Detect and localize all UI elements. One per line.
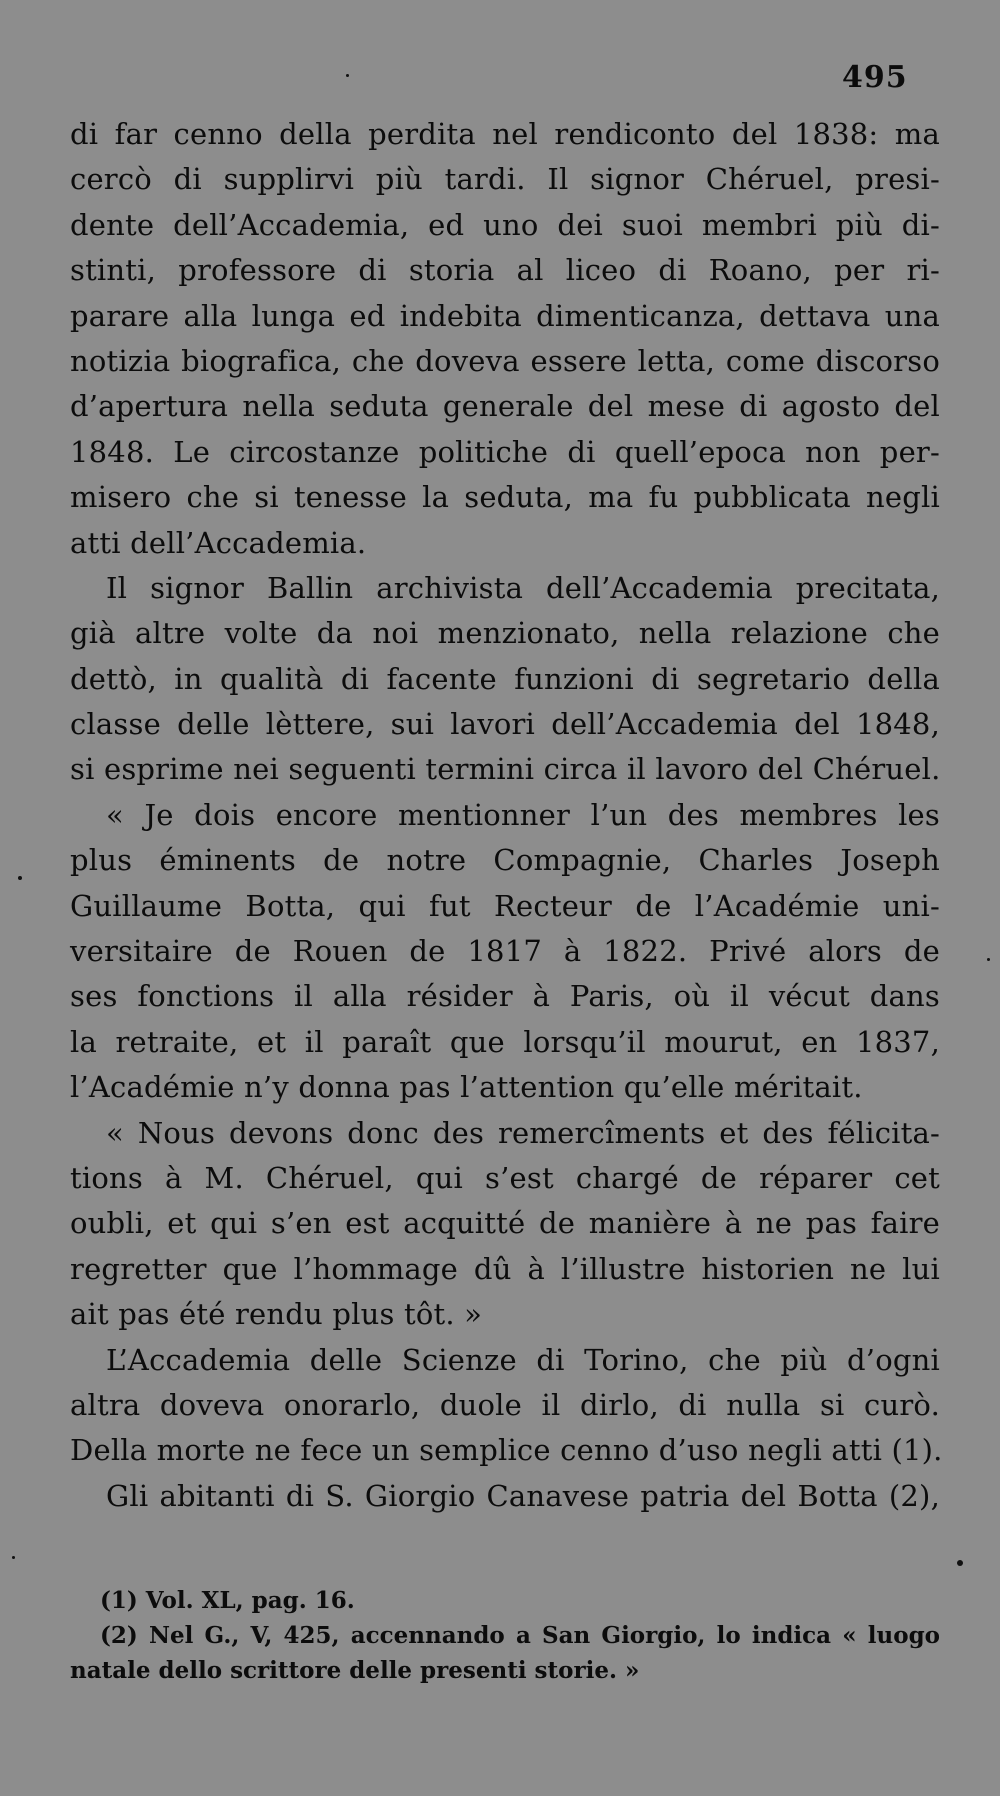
body-line: altra doveva onorarlo, duole il dirlo, di nulla si curò. [70, 1387, 940, 1422]
body-line: 1848. Le circostanze politiche di quell’epoca non per- [70, 434, 940, 469]
scan-speck [987, 958, 990, 961]
scan-speck [12, 1556, 15, 1559]
footnote-line: natale dello scrittore delle presenti storie. » [70, 1657, 640, 1684]
body-line: regretter que l’hommage dû à l’illustre historien ne lui [70, 1251, 940, 1286]
body-line: Guillaume Botta, qui fut Recteur de l’Académie uni- [70, 888, 940, 923]
body-line: Gli abitanti di S. Giorgio Canavese patria del Botta (2), [106, 1478, 940, 1513]
body-line: versitaire de Rouen de 1817 à 1822. Privé alors de [70, 934, 940, 969]
body-line: si esprime nei seguenti termini circa il lavoro del Chéruel. [70, 752, 941, 787]
body-line: di far cenno della perdita nel rendiconto del 1838: ma [70, 117, 940, 151]
body-line: parare alla lunga ed indebita dimenticanza, dettava una [70, 298, 940, 333]
body-text [70, 112, 943, 1519]
scan-speck [957, 1560, 963, 1566]
body-line: « Nous devons donc des remercîments et des félicita- [106, 1115, 940, 1150]
scan-speck [346, 74, 349, 77]
footnote-line: (1) Vol. XL, pag. 16. [100, 1587, 355, 1614]
body-line: L’Accademia delle Scienze di Torino, che più d’ogni [106, 1342, 940, 1377]
body-line: dettò, in qualità di facente funzioni di segretario della [70, 661, 940, 696]
body-line: Della morte ne fece un semplice cenno d’uso negli atti (1). [70, 1433, 943, 1468]
body-line: tions à M. Chéruel, qui s’est chargé de réparer cet [70, 1160, 940, 1195]
footnote-line: (2) Nel G., V, 425, accennando a San Giorgio, lo indica « luogo [100, 1622, 940, 1649]
page-number: 495 [842, 60, 908, 95]
body-line: classe delle lèttere, sui lavori dell’Accademia del 1848, [70, 707, 940, 742]
body-line: dente dell’Accademia, ed uno dei suoi membri più di- [70, 207, 940, 242]
body-line: Il signor Ballin archivista dell’Accademia precitata, [106, 570, 940, 605]
body-line: « Je dois encore mentionner l’un des membres les [106, 797, 940, 832]
body-line: misero che si tenesse la seduta, ma fu pubblicata negli [70, 480, 940, 515]
body-line: l’Académie n’y donna pas l’attention qu’elle méritait. [70, 1070, 863, 1105]
body-line: stinti, professore di storia al liceo di Roano, per ri- [70, 253, 940, 288]
footnotes [70, 1583, 940, 1688]
body-line: d’apertura nella seduta generale del mese di agosto del [70, 389, 940, 424]
body-line: ait pas été rendu plus tôt. » [70, 1297, 483, 1332]
body-line: plus éminents de notre Compagnie, Charles Joseph [70, 843, 940, 878]
body-line: notizia biografica, che doveva essere letta, come discorso [70, 343, 940, 378]
body-line: già altre volte da noi menzionato, nella relazione che [70, 616, 940, 651]
body-line: la retraite, et il paraît que lorsqu’il mourut, en 1837, [70, 1024, 940, 1059]
scan-speck [18, 876, 22, 880]
body-line: atti dell’Accademia. [70, 525, 367, 560]
body-line: cercò di supplirvi più tardi. Il signor Chéruel, presi- [70, 162, 940, 197]
body-line: oubli, et qui s’en est acquitté de manière à ne pas faire [70, 1206, 940, 1241]
body-line: ses fonctions il alla résider à Paris, où il vécut dans [70, 979, 940, 1014]
